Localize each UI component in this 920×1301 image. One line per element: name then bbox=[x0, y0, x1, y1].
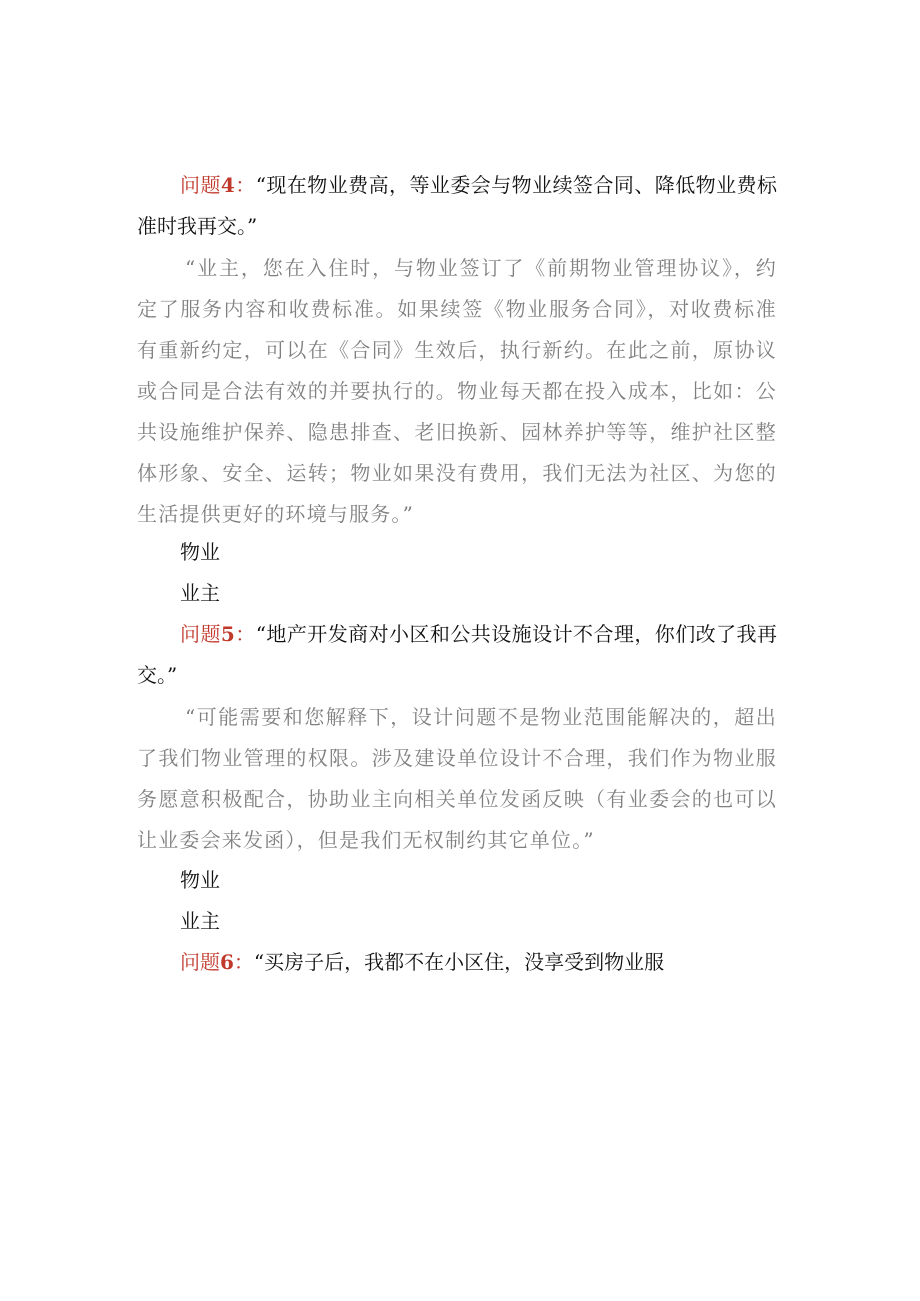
label-wuye-1: 物业 bbox=[180, 540, 220, 564]
label-wuye-2: 物业 bbox=[180, 868, 220, 892]
question-4-text: “现在物业费高，等业委会与物业续签合同、降低物业费标准时我再交。” bbox=[137, 173, 777, 238]
label-yezhu-1: 业主 bbox=[180, 581, 220, 605]
question-6 bbox=[137, 942, 777, 983]
question-5-text: “地产开发商对小区和公共设施设计不合理，你们改了我再交。” bbox=[137, 622, 777, 687]
answer-5: “可能需要和您解释下，设计问题不是物业范围能解决的，超出了我们物业管理的权限。涉及建设单位设计不合理，我们作为物业服务愿意积极配合，协助业主向相关单位发函反映（有业委会的也可以让业委会来发函），但是我们无权制约其它单位。” bbox=[137, 705, 777, 852]
question-4-label: 问题4： bbox=[180, 173, 256, 197]
question-5-label: 问题5： bbox=[180, 622, 256, 646]
question-5 bbox=[137, 614, 777, 696]
question-6-label: 问题6： bbox=[180, 950, 254, 974]
question-4 bbox=[137, 165, 777, 247]
label-yezhu-2: 业主 bbox=[180, 909, 220, 933]
answer-4: “业主，您在入住时，与物业签订了《前期物业管理协议》，约定了服务内容和收费标准。如果续签《物业服务合同》，对收费标准有重新约定，可以在《合同》生效后，执行新约。在此之前，原协议或合同是合法有效的并要执行的。物业每天都在投入成本，比如：公共设施维护保养、隐患排查、老旧换新、园林养护等等，维护社区整体形象、安全、运转；物业如果没有费用，我们无法为社区、为您的生活提供更好的环境与服务。” bbox=[137, 256, 777, 526]
question-6-text: “买房子后，我都不在小区住，没享受到物业服 bbox=[253, 950, 665, 974]
